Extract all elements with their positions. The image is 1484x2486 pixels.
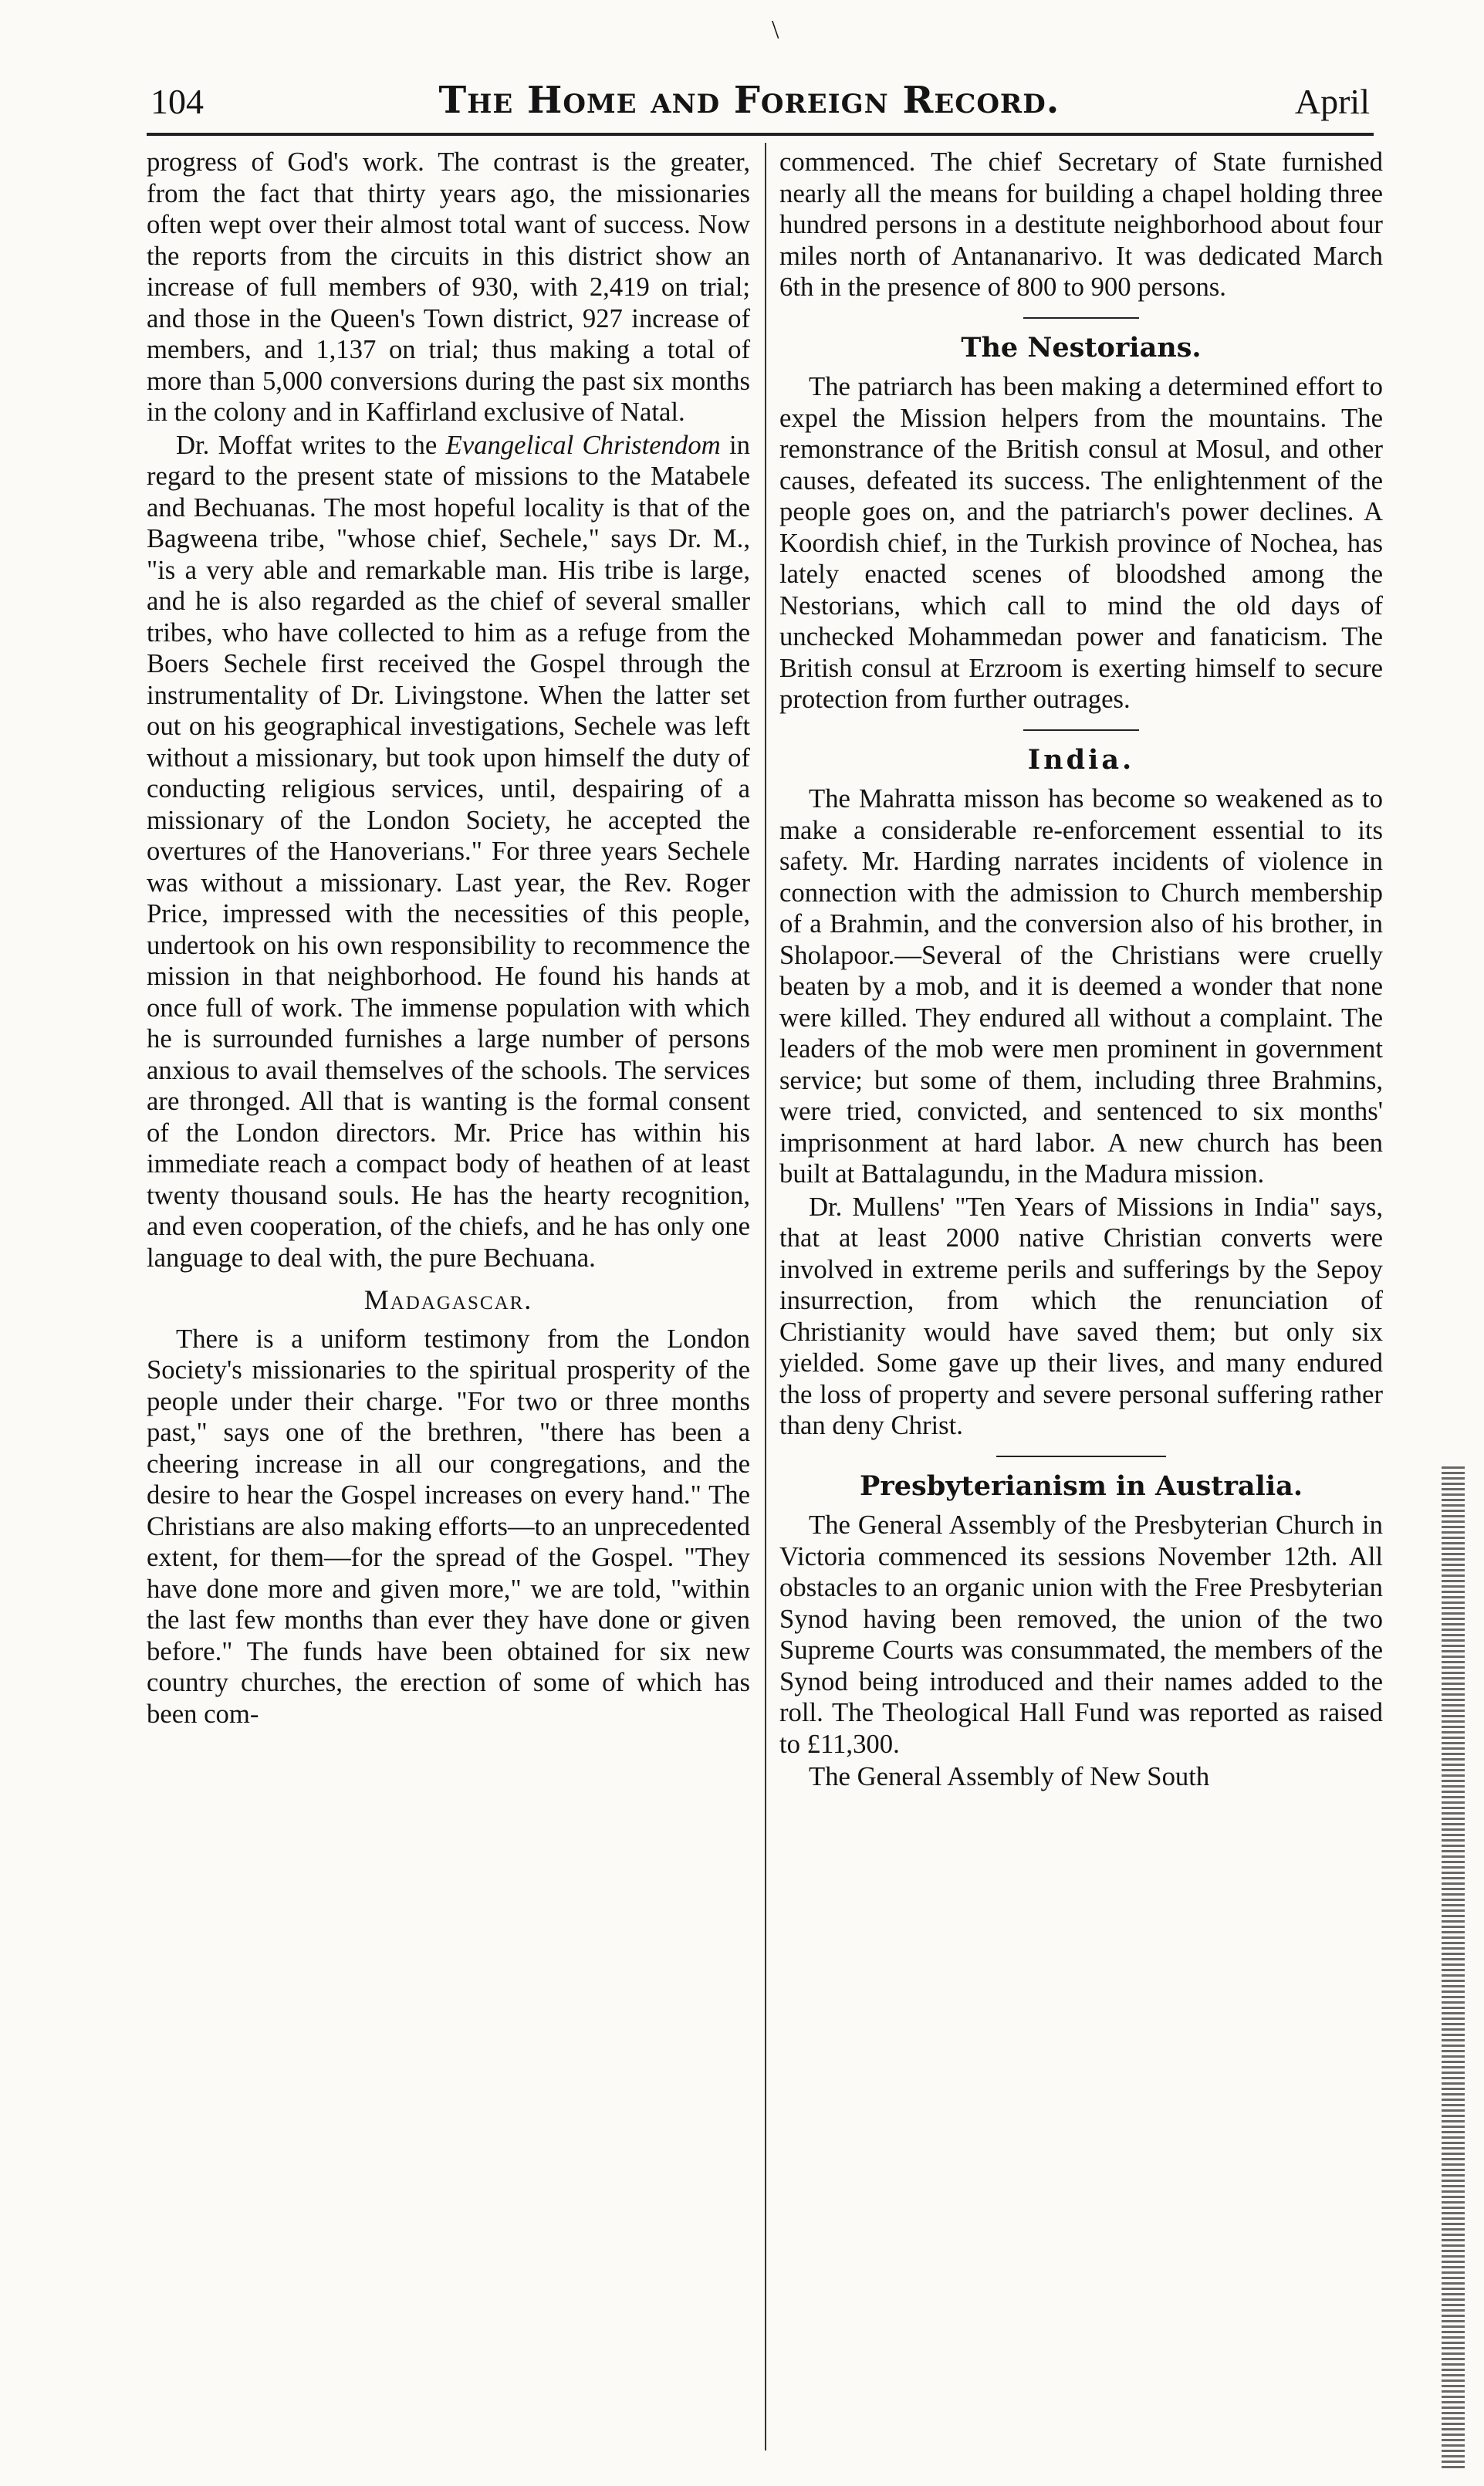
section-heading-madagascar: Madagascar. xyxy=(363,1284,533,1315)
section-rule xyxy=(1023,317,1139,319)
section-rule xyxy=(996,1456,1166,1457)
section-heading-nestorians: The Nestorians. xyxy=(961,331,1202,364)
evangelical-christendom-title: Evangelical Christendom xyxy=(445,429,721,460)
section-heading-india: India. xyxy=(1027,743,1135,776)
running-title: The Home and Foreign Record. xyxy=(438,79,1060,122)
header-rule xyxy=(147,133,1374,136)
paragraph-progress: progress of God's work. The contrast is the greater, from the fact that thirty years ago, the missionaries often wept over their almost total want of success. Now the reports from the circuits in this district show an increase of full members of 930, with 2,419 on trial; and those in the Queen's Town district, 927 increase of members, and 1,137 on trial; thus making a total of more than 5,000 conversions during the past six months in the colony and in Kaffirland exclusive of Natal. xyxy=(147,147,750,427)
right-column xyxy=(779,147,1383,1794)
paragraph-mahratta: The Mahratta misson has become so weakened as to make a considerable re-enforcement essential to its safety. Mr. Harding narrates incidents of violence in connection with the admission to Church membership of a Brahmin, and the conversion also of his brother, in Sholapoor.—Several of the Christians were cruelly beaten by a mob, and it is deemed a wonder that none were killed. They endured all without a complaint. The leaders of the mob were men prominent in government service; but some of them, including three Brahmins, were tried, convicted, and sentenced to six months' imprisonment at hard labor. A new church has been built at Battalagundu, in the Madura mission. xyxy=(779,783,1383,1189)
left-column xyxy=(147,147,750,1731)
paragraph-moffat-start: Dr. Moffat writes to the xyxy=(176,429,446,460)
column-divider xyxy=(765,143,766,2450)
page-header xyxy=(150,68,1370,122)
scan-edge-artifact xyxy=(1442,1466,1465,2470)
paragraph-nestorians: The patriarch has been making a determined effort to expel the Mission helpers from the mountains. The remonstrance of the British consul at Mosul, and other causes, defeated its success. The enlightenment of the people goes on, and the patriarch's power declines. A Koordish chief, in the Turkish province of Nochea, has lately enacted scenes of bloodshed among the Nestorians, which call to mind the old days of unchecked Mohammedan power and fanaticism. The British consul at Erzroom is exerting himself to secure protection from further outrages. xyxy=(779,371,1383,714)
paragraph-victoria-assembly: The General Assembly of the Presbyterian Church in Victoria commenced its sessions November 12th. All obstacles to an organic union with the Free Presbyterian Synod having been removed, the union of the two Supreme Courts was consummated, the members of the Synod being introduced and their names added to the roll. The Theological Hall Fund was reported as raised to £11,300. xyxy=(779,1510,1383,1759)
section-heading-australia: Presbyterianism in Australia. xyxy=(859,1470,1303,1502)
paragraph-moffat-rest: in regard to the present state of missions to the Matabele and Bechuanas. The most hopeful locality is that of the Bagweena tribe, "whose chief, Sechele," says Dr. M., "is a very able and remarkable man. His tribe is large, and he is also regarded as the chief of several smaller tribes, who have collected to him as a refuge from the Boers Sechele first received the Gospel through the instrumentality of Dr. Livingstone. When the latter set out on his geographical investigations, Sechele was left without a missionary, but took upon himself the duty of conducting religious services, until, despairing of a missionary of the London Society, he accepted the overtures of the Hanoverians." For three years Sechele was without a missionary. Last year, the Rev. Roger Price, impressed with the necessities of this people, undertook on his own responsibility to recommence the mission in that neighborhood. He found his hands at once full of work. The immense population with which he is surrounded furnishes a large number of persons anxious to avail themselves of the schools. The services are thronged. All that is wanting is the formal consent of the London directors. Mr. Price has within his immediate reach a compact body of heathen of at least twenty thousand souls. He has the hearty recognition, and even cooperation, of the chiefs, and he has only one language to deal with, the pure Bechuana. xyxy=(147,429,750,1273)
paragraph-moffat xyxy=(147,430,750,1274)
paragraph-madagascar: There is a uniform testimony from the London Society's missionaries to the spiritual prosperity of the people under their charge. "For two or three months past," says one of the brethren, "there has been a cheering increase in all our congregations, and the desire to hear the Gospel increases on every hand." The Christians are also making efforts—to an unprecedented extent, for them—for the spread of the Gospel. "They have done more and given more," we are told, "within the last few months than ever they have done or given before." The funds have been obtained for six new country churches, the erection of some of which has been com- xyxy=(147,1323,750,1729)
paragraph-mullens: Dr. Mullens' "Ten Years of Missions in India" says, that at least 2000 native Christian converts were involved in extreme perils and sufferings by the Sepoy insurrection, from which the renunciation of Christianity would have saved them; but only six yielded. Some gave up their lives, and many endured the loss of property and severe personal suffering rather than deny Christ. xyxy=(779,1191,1383,1440)
header-month: April xyxy=(1294,82,1370,121)
stray-mark: \ xyxy=(772,15,779,44)
paragraph-madagascar-continued: commenced. The chief Secretary of State furnished nearly all the means for building a chapel holding three hundred persons in a destitute neighborhood about four miles north of Antananarivo. It was dedicated March 6th in the presence of 800 to 900 persons. xyxy=(779,147,1383,302)
paragraph-new-south-wales: The General Assembly of New South xyxy=(809,1761,1210,1791)
page-number: 104 xyxy=(150,82,204,121)
section-rule xyxy=(1023,729,1139,731)
